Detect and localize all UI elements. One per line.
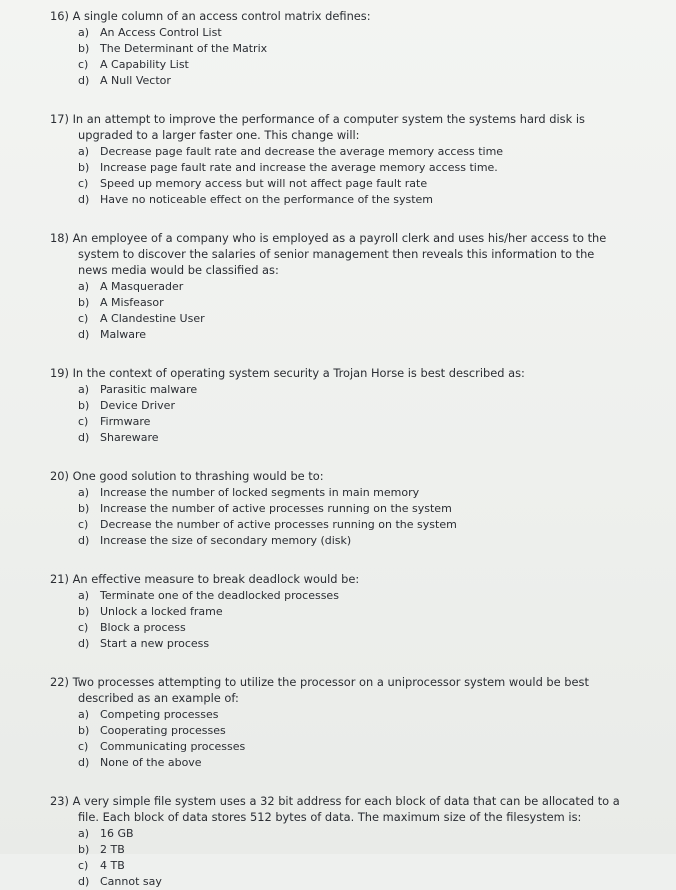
option-text: Cooperating processes — [100, 724, 226, 737]
option-c — [50, 414, 676, 430]
question-number: 17) — [50, 112, 69, 126]
option-a — [50, 144, 676, 160]
option-d — [50, 73, 676, 89]
question-number: 18) — [50, 231, 69, 245]
question-stem: Two processes attempting to utilize the processor on a uniprocessor system would be best described as an example of: — [72, 675, 589, 705]
option-letter: a) — [78, 827, 90, 840]
option-list — [50, 144, 676, 208]
question-21 — [50, 571, 676, 652]
option-c — [50, 739, 676, 755]
option-b — [50, 295, 676, 311]
option-list — [50, 485, 676, 549]
option-text: A Capability List — [100, 58, 189, 71]
option-c — [50, 57, 676, 73]
option-letter: d) — [78, 328, 90, 341]
option-text: A Masquerader — [100, 280, 184, 293]
option-text: None of the above — [100, 756, 202, 769]
question-number: 23) — [50, 794, 69, 808]
option-text: A Misfeasor — [100, 296, 164, 309]
question-stem: An effective measure to break deadlock would be: — [72, 572, 360, 586]
option-letter: b) — [78, 843, 90, 856]
option-letter: a) — [78, 486, 90, 499]
option-letter: c) — [78, 621, 89, 634]
option-letter: b) — [78, 296, 90, 309]
option-c — [50, 176, 676, 192]
option-list — [50, 707, 676, 771]
option-letter: c) — [78, 518, 89, 531]
option-letter: b) — [78, 502, 90, 515]
option-letter: d) — [78, 431, 90, 444]
question-23-text — [50, 793, 623, 825]
option-letter: d) — [78, 534, 90, 547]
option-d — [50, 636, 676, 652]
option-letter: d) — [78, 637, 90, 650]
option-text: Firmware — [100, 415, 151, 428]
question-23 — [50, 793, 676, 890]
option-text: Competing processes — [100, 708, 219, 721]
question-22-text — [50, 674, 623, 706]
option-a — [50, 485, 676, 501]
option-letter: c) — [78, 415, 89, 428]
option-letter: a) — [78, 383, 90, 396]
question-number: 16) — [50, 9, 69, 23]
option-text: 2 TB — [100, 843, 125, 856]
option-text: Decrease page fault rate and decrease the average memory access time — [100, 145, 504, 158]
option-text: Shareware — [100, 431, 159, 444]
option-b — [50, 398, 676, 414]
option-letter: b) — [78, 605, 90, 618]
option-c — [50, 311, 676, 327]
option-letter: c) — [78, 312, 89, 325]
option-list — [50, 826, 676, 890]
question-stem: An employee of a company who is employed as a payroll clerk and uses his/her access to the system to discover the salaries of senior management then reveals this information to the news media would be classified as: — [72, 231, 607, 277]
option-text: Decrease the number of active processes running on the system — [100, 518, 457, 531]
option-text: Parasitic malware — [100, 383, 198, 396]
option-letter: a) — [78, 589, 90, 602]
option-letter: a) — [78, 145, 90, 158]
option-list — [50, 25, 676, 89]
question-19-text — [50, 365, 626, 381]
question-stem: In an attempt to improve the performance of a computer system the systems hard disk is upgraded to a larger faster one. This change will: — [72, 112, 585, 142]
option-d — [50, 430, 676, 446]
option-text: Block a process — [100, 621, 186, 634]
option-letter: d) — [78, 875, 90, 888]
question-number: 21) — [50, 572, 69, 586]
option-text: Speed up memory access but will not affect page fault rate — [100, 177, 428, 190]
question-19 — [50, 365, 676, 446]
question-18-text — [50, 230, 626, 278]
question-stem: One good solution to thrashing would be to: — [72, 469, 324, 483]
option-letter: b) — [78, 399, 90, 412]
option-c — [50, 517, 676, 533]
option-letter: c) — [78, 740, 89, 753]
option-text: Increase the number of locked segments in main memory — [100, 486, 420, 499]
question-number: 20) — [50, 469, 69, 483]
option-letter: a) — [78, 280, 90, 293]
question-stem: In the context of operating system security a Trojan Horse is best described as: — [72, 366, 525, 380]
option-c — [50, 858, 676, 874]
question-20-text — [50, 468, 626, 484]
option-text: Have no noticeable effect on the performance of the system — [100, 193, 433, 206]
question-16-text — [50, 8, 626, 24]
question-21-text — [50, 571, 626, 587]
option-text: Increase the size of secondary memory (disk) — [100, 534, 352, 547]
question-17 — [50, 111, 676, 208]
option-text: 16 GB — [100, 827, 134, 840]
option-text: A Null Vector — [100, 74, 171, 87]
question-number: 22) — [50, 675, 69, 689]
option-letter: b) — [78, 42, 90, 55]
option-a — [50, 382, 676, 398]
option-letter: d) — [78, 756, 90, 769]
option-text: Malware — [100, 328, 147, 341]
option-text: Cannot say — [100, 875, 162, 888]
option-text: An Access Control List — [100, 26, 222, 39]
option-letter: a) — [78, 26, 90, 39]
option-text: Increase page fault rate and increase the average memory access time. — [100, 161, 498, 174]
option-a — [50, 25, 676, 41]
option-text: Terminate one of the deadlocked processes — [100, 589, 339, 602]
option-d — [50, 533, 676, 549]
option-list — [50, 382, 676, 446]
question-stem: A single column of an access control matrix defines: — [72, 9, 371, 23]
option-c — [50, 620, 676, 636]
question-17-text — [50, 111, 626, 143]
option-b — [50, 501, 676, 517]
option-letter: a) — [78, 708, 90, 721]
option-d — [50, 327, 676, 343]
option-a — [50, 279, 676, 295]
question-16 — [50, 8, 676, 89]
option-letter: d) — [78, 193, 90, 206]
option-text: Communicating processes — [100, 740, 246, 753]
option-b — [50, 160, 676, 176]
option-text: 4 TB — [100, 859, 125, 872]
question-stem: A very simple file system uses a 32 bit address for each block of data that can be allocated to a file. Each block of data stores 512 bytes of data. The maximum size of the filesystem is: — [72, 794, 620, 824]
question-number: 19) — [50, 366, 69, 380]
option-text: The Determinant of the Matrix — [100, 42, 268, 55]
option-list — [50, 279, 676, 343]
option-d — [50, 755, 676, 771]
option-d — [50, 874, 676, 890]
option-a — [50, 826, 676, 842]
option-text: Increase the number of active processes running on the system — [100, 502, 452, 515]
option-list — [50, 588, 676, 652]
option-text: Unlock a locked frame — [100, 605, 223, 618]
option-letter: b) — [78, 161, 90, 174]
option-text: Start a new process — [100, 637, 210, 650]
option-text: A Clandestine User — [100, 312, 205, 325]
question-20 — [50, 468, 676, 549]
option-letter: b) — [78, 724, 90, 737]
option-letter: c) — [78, 859, 89, 872]
question-18 — [50, 230, 676, 343]
option-d — [50, 192, 676, 208]
option-letter: d) — [78, 74, 90, 87]
option-b — [50, 604, 676, 620]
option-a — [50, 707, 676, 723]
option-b — [50, 723, 676, 739]
option-a — [50, 588, 676, 604]
option-b — [50, 842, 676, 858]
question-22 — [50, 674, 676, 771]
option-b — [50, 41, 676, 57]
option-text: Device Driver — [100, 399, 175, 412]
option-letter: c) — [78, 177, 89, 190]
option-letter: c) — [78, 58, 89, 71]
